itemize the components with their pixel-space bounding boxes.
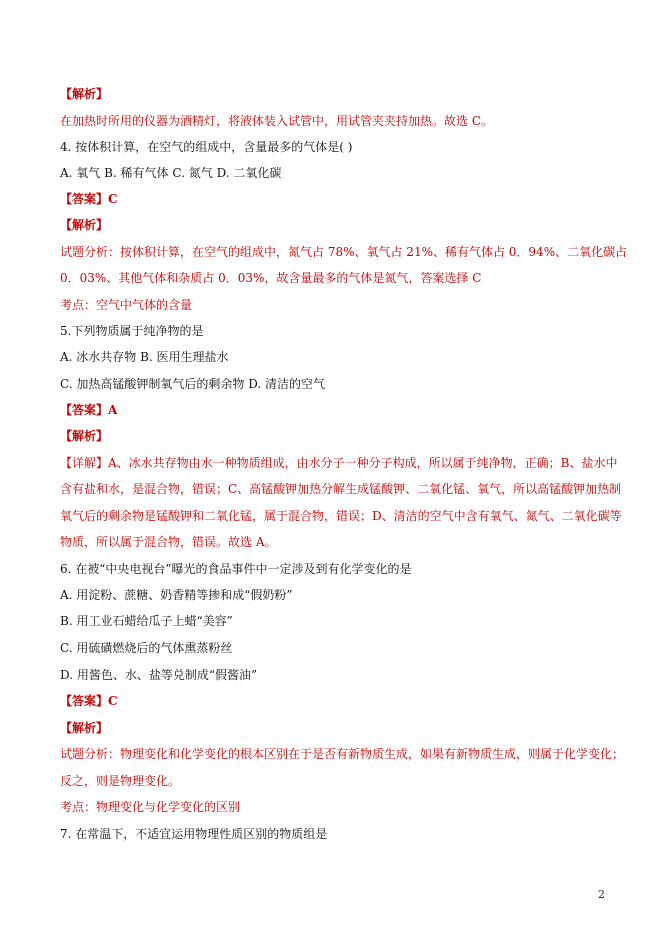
analysis-heading: 【解析】 [60,429,109,443]
question-5-options-ab: A. 冰水共存物 B. 医用生理盐水 [60,350,229,364]
detail-text: 氧气后的剩余物是锰酸钾和二氧化锰，属于混合物，错误；D、清洁的空气中含有氧气、氮气、二氧化碳等 [60,509,622,523]
analysis-text: 在加热时所用的仪器为酒精灯，将液体装入试管中，用试管夹夹持加热。故选 C。 [60,114,493,128]
answer-label: 【答案】C [60,694,118,708]
question-5-options-cd: C. 加热高锰酸钾制氧气后的剩余物 D. 清洁的空气 [60,377,326,391]
analysis-text: 反之，则是物理变化。 [60,774,181,788]
page-number: 2 [598,888,605,901]
knowledge-point: 考点：物理变化与化学变化的区别 [60,800,241,814]
analysis-text: 试题分析：按体积计算，在空气的组成中，氮气占 78%、氧气占 21%、稀有气体占 0．94%、二氧化碳占 [60,245,628,259]
analysis-text: 试题分析：物理变化和化学变化的根本区别在于是否有新物质生成，如果有新物质生成，则属于化学变化； [60,747,625,761]
question-6-option-a: A. 用淀粉、蔗糖、奶香精等掺和成“假奶粉” [60,588,293,602]
analysis-heading: 【解析】 [60,721,109,735]
answer-label: 【答案】C [60,192,118,206]
detail-text: 【详解】A、冰水共存物由水一种物质组成，由水分子一种分子构成，所以属于纯净物，正确；B、盐水中 [60,456,618,470]
analysis-text: 0．03%、其他气体和杂质占 0．03%，故含量最多的气体是氮气，答案选择 C [60,271,482,285]
knowledge-point: 考点：空气中气体的含量 [60,298,193,312]
question-7: 7. 在常温下，不适宜运用物理性质区别的物质组是 [60,827,328,841]
analysis-heading: 【解析】 [60,218,109,232]
detail-text: 物质，所以属于混合物，错误。故选 A。 [60,535,277,549]
detail-text: 含有盐和水，是混合物，错误；C、高锰酸钾加热分解生成锰酸钾、二氧化锰、氧气，所以高锰酸钾加热制 [60,482,622,496]
question-6: 6. 在被“中央电视台”曝光的食品事件中一定涉及到有化学变化的是 [60,562,412,576]
question-4-options: A. 氧气 B. 稀有气体 C. 氮气 D. 二氧化碳 [60,166,282,180]
question-5: 5.下列物质属于纯净物的是 [60,324,204,338]
question-6-option-c: C. 用硫磺燃烧后的气体熏蒸粉丝 [60,641,233,655]
question-6-option-d: D. 用酱色、水、盐等兑制成“假酱油” [60,668,258,682]
analysis-heading: 【解析】 [60,87,109,101]
question-4: 4. 按体积计算，在空气的组成中，含量最多的气体是( ) [60,140,353,154]
answer-label: 【答案】A [60,403,118,417]
question-6-option-b: B. 用工业石蜡给瓜子上蜡“美容” [60,614,233,628]
